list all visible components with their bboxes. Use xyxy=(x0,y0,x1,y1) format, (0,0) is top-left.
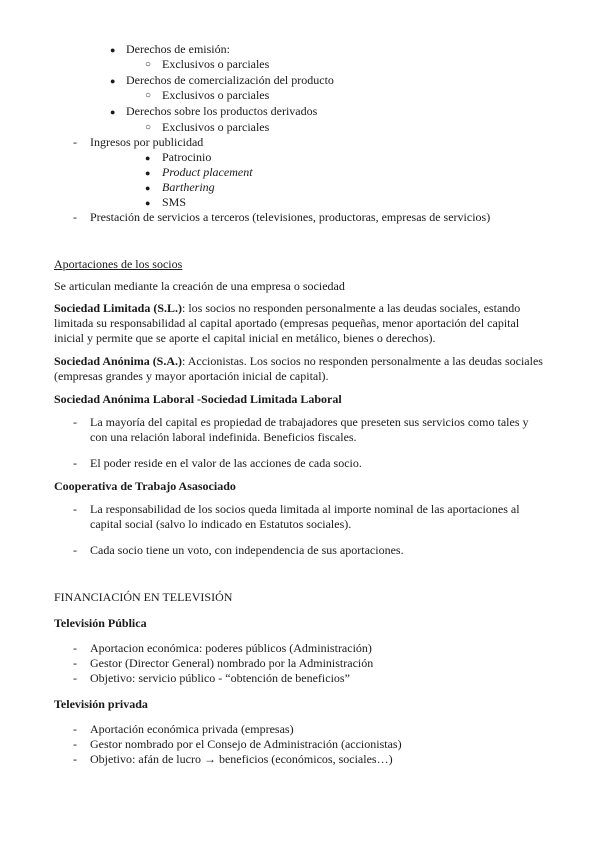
dash-icon: - xyxy=(73,722,77,736)
term: Sociedad Limitada (S.L.) xyxy=(54,301,183,315)
subheading: Sociedad Anónima Laboral -Sociedad Limitada Laboral xyxy=(54,392,342,406)
list-item: Barthering xyxy=(162,180,215,194)
dash-icon: - xyxy=(73,543,77,557)
list-item: Derechos de emisión: xyxy=(126,42,230,56)
list-item: La mayoría del capital es propiedad de trabajadores que preseten sus servicios como tales y con una relación laboral indefinida. Beneficios fiscales. xyxy=(90,415,529,444)
dash-icon: - xyxy=(73,641,77,655)
subheading: Cooperativa de Trabajo Asasociado xyxy=(54,479,236,493)
definition: : los socios no responden personalmente a las deudas sociales, estando limitada su responsabilidad al capital aportado (empresas pequeñas, menor aportación del capital inicial y permite que se aporte el capital inicial en metálico, bienes o derechos). xyxy=(54,301,521,345)
dash-icon: - xyxy=(73,415,77,429)
list-item: Exclusivos o parciales xyxy=(162,120,270,134)
bullet-disc-icon: ● xyxy=(110,45,116,55)
paragraph-sa xyxy=(54,354,546,384)
list-item: Ingresos por publicidad xyxy=(90,135,204,149)
bullet-disc-icon: ● xyxy=(145,198,151,208)
bullet-disc-icon: ● xyxy=(145,183,151,193)
list-item: Patrocinio xyxy=(162,150,212,164)
dash-icon: - xyxy=(73,737,77,751)
list-item: Exclusivos o parciales xyxy=(162,57,270,71)
list-item: Prestación de servicios a terceros (televisiones, productoras, empresas de servicios) xyxy=(90,210,491,224)
subheading: Televisión privada xyxy=(54,697,148,711)
list-item: Aportación económica privada (empresas) xyxy=(90,722,294,736)
dash-icon: - xyxy=(73,671,77,685)
list-item: Derechos sobre los productos derivados xyxy=(126,104,318,118)
definition: : Accionistas. Los socios no responden personalmente a las deudas sociales (empresas grandes y mayor aportación inicial de capital). xyxy=(54,354,543,383)
list-item: SMS xyxy=(162,195,187,209)
bullet-disc-icon: ● xyxy=(145,168,151,178)
bullet-circle-icon: ○ xyxy=(145,90,152,101)
dash-icon: - xyxy=(73,135,77,149)
list-item: Exclusivos o parciales xyxy=(162,88,270,102)
list-item: Product placement xyxy=(162,165,253,179)
bullet-disc-icon: ● xyxy=(110,107,116,117)
dash-icon: - xyxy=(73,210,77,224)
bullet-disc-icon: ● xyxy=(145,153,151,163)
dash-icon: - xyxy=(73,456,77,470)
dash-icon: - xyxy=(73,502,77,516)
list-item: Aportacion económica: poderes públicos (Administración) xyxy=(90,641,372,655)
dash-icon: - xyxy=(73,752,77,766)
bullet-circle-icon: ○ xyxy=(145,59,152,70)
paragraph-sl xyxy=(54,301,546,346)
list-item: Gestor (Director General) nombrado por la Administración xyxy=(90,656,374,670)
list-item: Objetivo: servicio público - “obtención de beneficios” xyxy=(90,671,350,685)
list-item: Derechos de comercialización del producto xyxy=(126,73,334,87)
term: Sociedad Anónima (S.A.) xyxy=(54,354,183,368)
dash-icon: - xyxy=(73,656,77,670)
list-item: La responsabilidad de los socios queda limitada al importe nominal de las aportaciones al capital social (salvo lo indicado en Estatutos sociales). xyxy=(90,502,520,531)
bullet-disc-icon: ● xyxy=(110,76,116,86)
list-item: Cada socio tiene un voto, con independencia de sus aportaciones. xyxy=(90,543,404,557)
section-heading: Aportaciones de los socios xyxy=(54,257,183,271)
section-heading: FINANCIACIÓN EN TELEVISIÓN xyxy=(54,590,233,604)
list-item: El poder reside en el valor de las acciones de cada socio. xyxy=(90,456,362,470)
subheading: Televisión Pública xyxy=(54,616,147,630)
paragraph: Se articulan mediante la creación de una empresa o sociedad xyxy=(54,279,345,293)
bullet-circle-icon: ○ xyxy=(145,122,152,133)
list-item: Gestor nombrado por el Consejo de Administración (accionistas) xyxy=(90,737,402,751)
list-item: Objetivo: afán de lucro → beneficios (económicos, sociales…) xyxy=(90,752,393,766)
